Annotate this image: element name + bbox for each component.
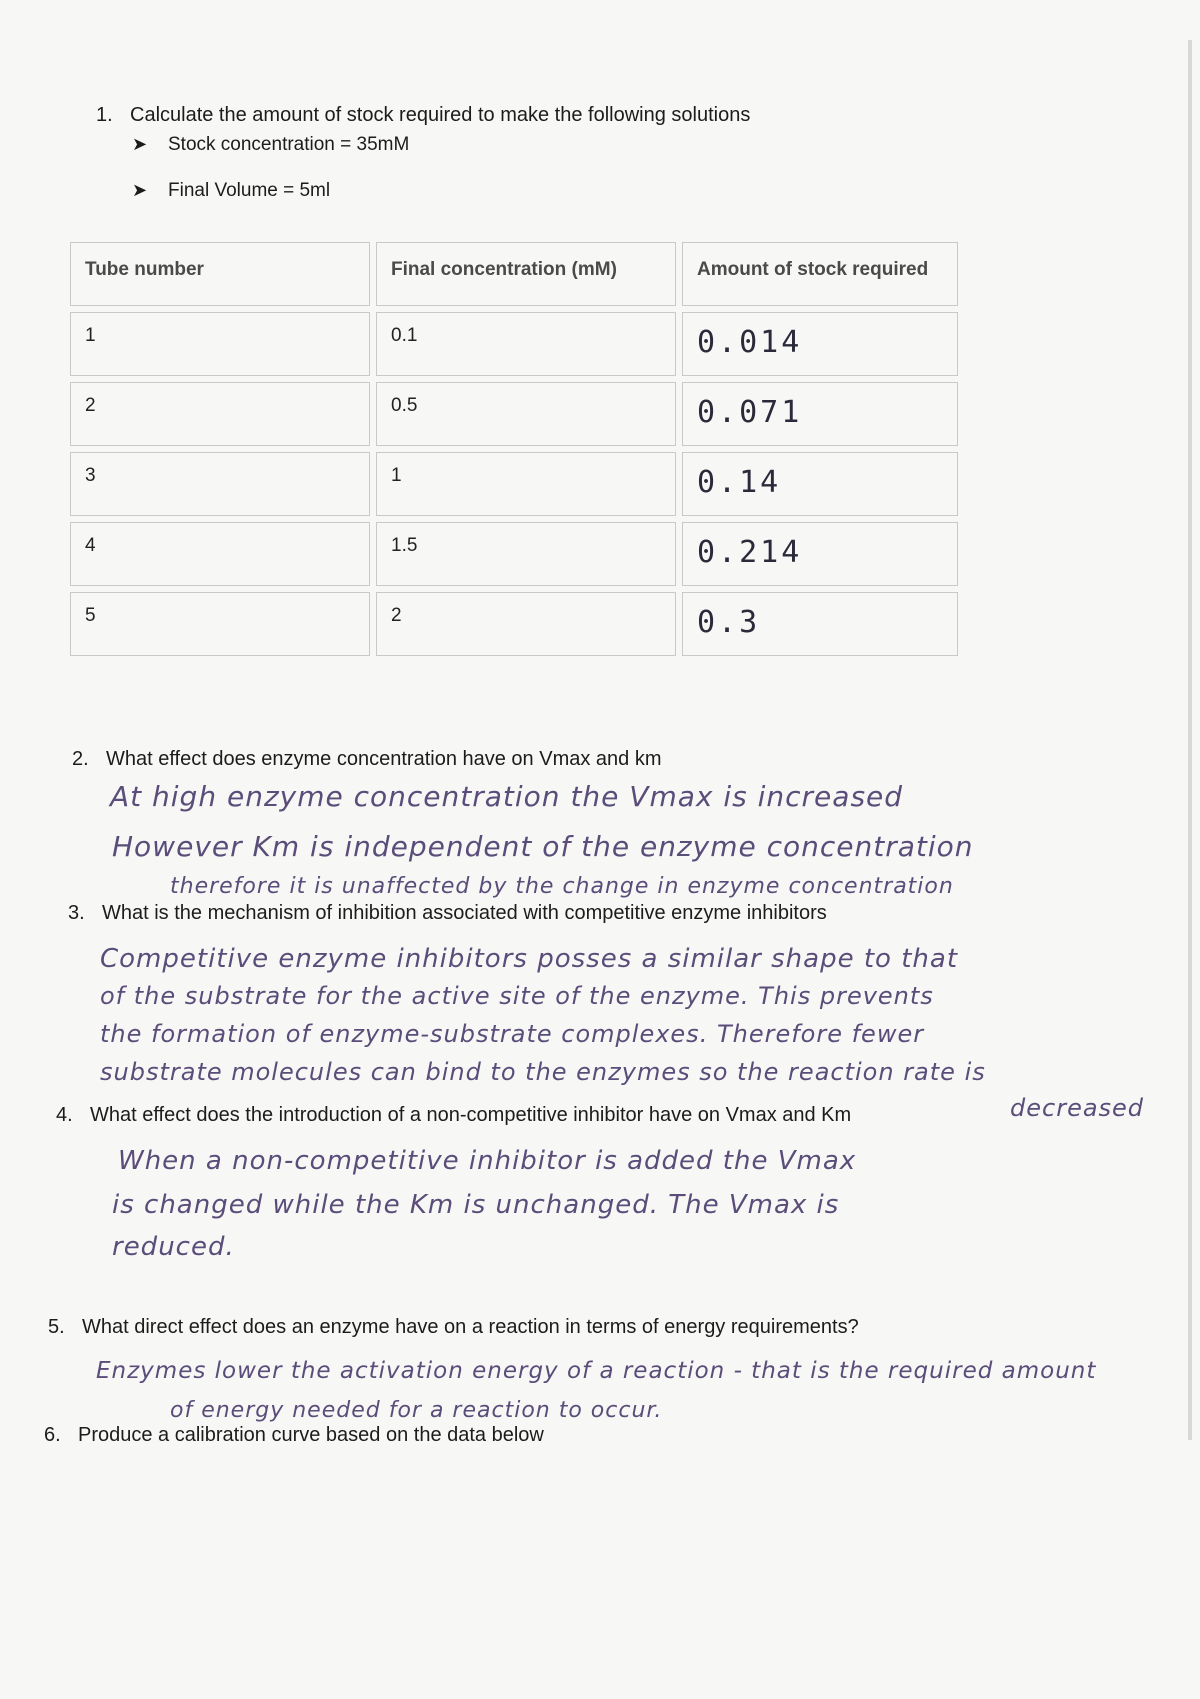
answer-4-margin-note: decreased	[1010, 1094, 1145, 1122]
handwritten-amount: 0.014	[697, 325, 803, 360]
header-final-concentration: Final concentration (mM)	[376, 242, 676, 306]
question-2	[72, 748, 662, 771]
answer-4-line-2: is changed while the Km is unchanged. The Vmax is	[112, 1190, 840, 1220]
question-text: What is the mechanism of inhibition associated with competitive enzyme inhibitors	[102, 902, 827, 924]
amount-cell	[682, 592, 958, 656]
question-5	[48, 1316, 859, 1339]
handwritten-amount: 0.214	[697, 535, 803, 570]
conc-cell: 0.1	[376, 312, 676, 376]
amount-cell	[682, 382, 958, 446]
page-edge-shadow	[1188, 40, 1192, 1440]
bullet-final-volume	[132, 180, 330, 202]
answer-2-line-1: At high enzyme concentration the Vmax is increased	[110, 780, 904, 813]
answer-4-line-1: When a non-competitive inhibitor is added the Vmax	[118, 1146, 857, 1176]
table-row	[70, 522, 958, 586]
question-4	[56, 1104, 851, 1127]
conc-cell: 1	[376, 452, 676, 516]
tube-cell: 4	[70, 522, 370, 586]
tube-cell: 2	[70, 382, 370, 446]
answer-4-line-3: reduced.	[112, 1232, 235, 1262]
conc-cell: 2	[376, 592, 676, 656]
stock-table	[64, 236, 964, 662]
header-amount-of-stock: Amount of stock required	[682, 242, 958, 306]
question-text: Produce a calibration curve based on the data below	[78, 1424, 544, 1446]
handwritten-amount: 0.3	[697, 605, 761, 640]
question-number: 3.	[68, 902, 85, 924]
question-text: Calculate the amount of stock required to make the following solutions	[130, 104, 751, 126]
answer-3-line-4: substrate molecules can bind to the enzymes so the reaction rate is	[100, 1058, 986, 1086]
amount-cell	[682, 452, 958, 516]
tube-cell: 3	[70, 452, 370, 516]
bullet-stock-concentration	[132, 134, 409, 156]
question-number: 6.	[44, 1424, 61, 1446]
arrow-bullet-icon: ➤	[132, 180, 148, 200]
answer-2-line-2: However Km is independent of the enzyme concentration	[112, 830, 974, 863]
answer-3-line-1: Competitive enzyme inhibitors posses a similar shape to that	[100, 944, 959, 974]
question-number: 4.	[56, 1104, 73, 1126]
question-1	[96, 104, 750, 127]
table-row	[70, 382, 958, 446]
amount-cell	[682, 312, 958, 376]
question-text: What direct effect does an enzyme have on a reaction in terms of energy requirements?	[82, 1316, 859, 1338]
question-text: What effect does the introduction of a non-competitive inhibitor have on Vmax and Km	[90, 1104, 852, 1126]
question-text: What effect does enzyme concentration have on Vmax and km	[106, 748, 662, 770]
handwritten-amount: 0.071	[697, 395, 803, 430]
amount-cell	[682, 522, 958, 586]
answer-5-line-1: Enzymes lower the activation energy of a reaction - that is the required amount	[96, 1358, 1097, 1384]
table-row	[70, 592, 958, 656]
answer-3-line-2: of the substrate for the active site of the enzyme. This prevents	[100, 982, 934, 1010]
tube-cell: 1	[70, 312, 370, 376]
answer-5-line-2: of energy needed for a reaction to occur.	[170, 1398, 663, 1423]
table-header-row	[70, 242, 958, 306]
answer-2-line-3: therefore it is unaffected by the change in enzyme concentration	[170, 874, 954, 899]
handwritten-amount: 0.14	[697, 465, 782, 500]
table-row	[70, 312, 958, 376]
question-number: 5.	[48, 1316, 65, 1338]
question-number: 2.	[72, 748, 89, 770]
arrow-bullet-icon: ➤	[132, 134, 148, 154]
answer-3-line-3: the formation of enzyme-substrate complexes. Therefore fewer	[100, 1020, 925, 1048]
header-tube-number: Tube number	[70, 242, 370, 306]
question-number: 1.	[96, 104, 113, 126]
conc-cell: 0.5	[376, 382, 676, 446]
bullet-text: Final Volume = 5ml	[168, 180, 331, 201]
table-row	[70, 452, 958, 516]
question-6	[44, 1424, 544, 1447]
conc-cell: 1.5	[376, 522, 676, 586]
bullet-text: Stock concentration = 35mM	[168, 134, 410, 155]
tube-cell: 5	[70, 592, 370, 656]
question-3	[68, 902, 827, 925]
